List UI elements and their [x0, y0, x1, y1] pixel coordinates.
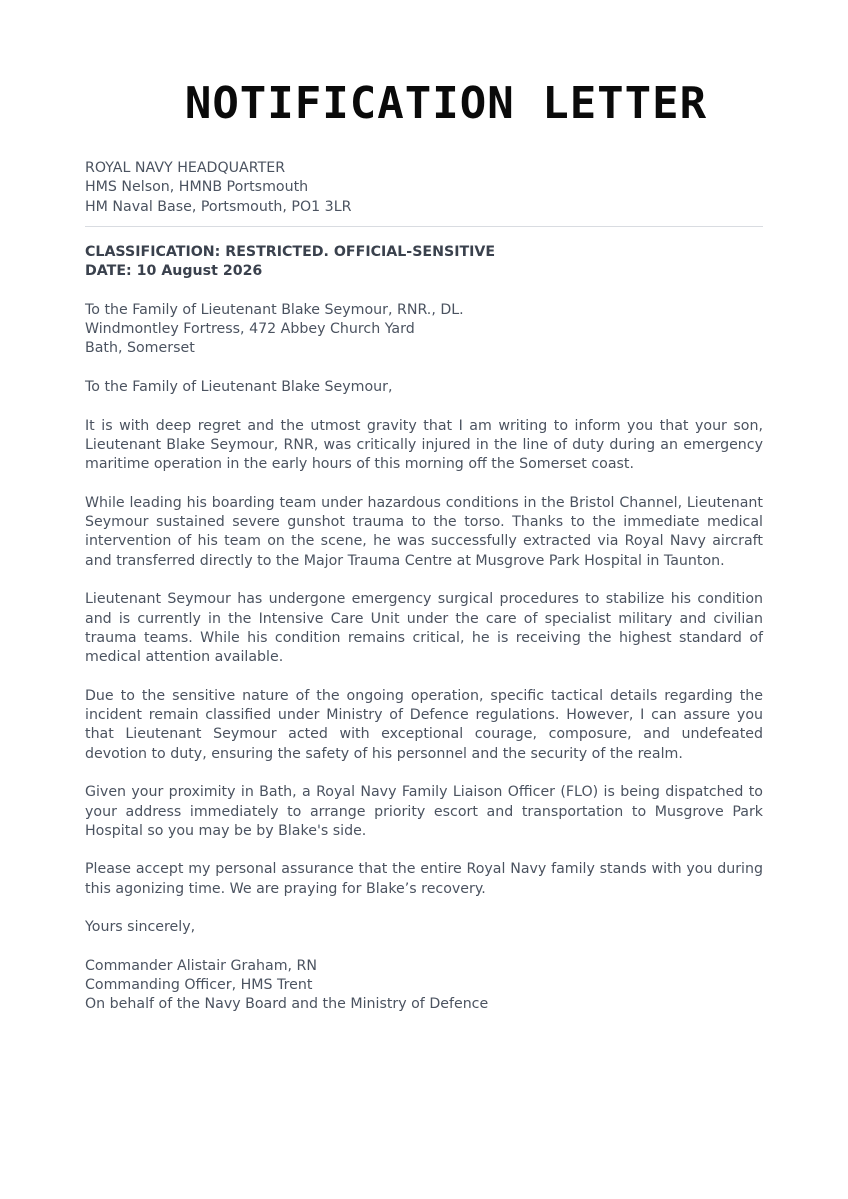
- paragraph-2: While leading his boarding team under hazardous conditions in the Bristol Channel, Lieutenant Seymour sustained severe gunshot trauma to the torso. Thanks to the immediate medical intervention of his team on the scene, he was successfully extracted via Royal Navy aircraft and transferred directly to the Major Trauma Centre at Musgrove Park Hospital in Taunton.: [85, 494, 763, 569]
- paragraph-5: Given your proximity in Bath, a Royal Navy Family Liaison Officer (FLO) is being dispatched to your address immediately to arrange priority escort and transportation to Musgrove Park Hospital so you may be by Blake's side.: [85, 784, 763, 839]
- paragraph-6: Please accept my personal assurance that the entire Royal Navy family stands with you during this agonizing time. We are praying for Blake’s recovery.: [85, 861, 763, 897]
- classification-label: CLASSIFICATION: RESTRICTED. OFFICIAL-SENSITIVE: [85, 243, 496, 260]
- signature-name: Commander Alistair Graham, RN: [85, 957, 318, 974]
- recipient-line-3: Bath, Somerset: [85, 340, 195, 357]
- recipient-address: [85, 301, 763, 359]
- sender-line-2: HMS Nelson, HMNB Portsmouth: [85, 179, 309, 196]
- signature-block: [85, 957, 763, 1015]
- closing: Yours sincerely,: [85, 919, 196, 936]
- recipient-line-1: To the Family of Lieutenant Blake Seymour, RNR., DL.: [85, 301, 464, 318]
- paragraph-4: Due to the sensitive nature of the ongoing operation, specific tactical details regarding the incident remain classified under Ministry of Defence regulations. However, I can assure you that Lieutenant Seymour acted with exceptional courage, composure, and undefeated devotion to duty, ensuring the safety of his personnel and the security of the realm.: [85, 687, 763, 762]
- salutation: To the Family of Lieutenant Blake Seymour,: [85, 378, 393, 395]
- sender-line-3: HM Naval Base, Portsmouth, PO1 3LR: [85, 198, 352, 215]
- paragraph-3: Lieutenant Seymour has undergone emergency surgical procedures to stabilize his condition and is currently in the Intensive Care Unit under the care of specialist military and civilian trauma teams. While his condition remains critical, he is receiving the highest standard of medical attention available.: [85, 591, 763, 666]
- recipient-line-2: Windmontley Fortress, 472 Abbey Church Yard: [85, 321, 415, 338]
- signature-role: Commanding Officer, HMS Trent: [85, 977, 313, 994]
- letter-meta: [85, 243, 763, 282]
- sender-line-1: ROYAL NAVY HEADQUARTER: [85, 160, 286, 176]
- date-label: DATE: 10 August 2026: [85, 263, 263, 280]
- letter-body: [85, 159, 763, 1015]
- header-divider: [85, 226, 763, 227]
- sender-address: [85, 159, 763, 217]
- signature-behalf: On behalf of the Navy Board and the Ministry of Defence: [85, 996, 489, 1013]
- page-title: NOTIFICATION LETTER: [184, 78, 708, 129]
- paragraph-1: It is with deep regret and the utmost gravity that I am writing to inform you that your son, Lieutenant Blake Seymour, RNR, was critically injured in the line of duty during an emergency maritime operation in the early hours of this morning off the Somerset coast.: [85, 417, 763, 473]
